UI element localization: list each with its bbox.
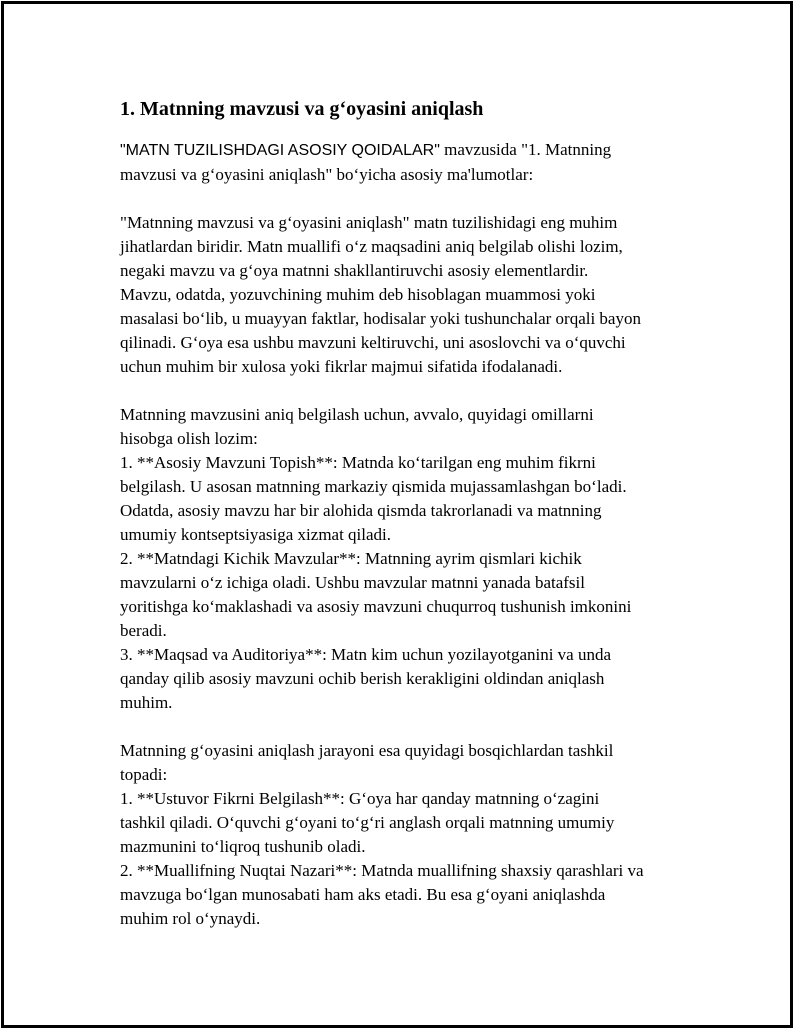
list-item-line: mavzularni o‘z ichiga oladi. Ushbu mavzular matnni yanada batafsil xyxy=(120,573,585,592)
text-line: qilinadi. G‘oya esa ushbu mavzuni keltiruvchi, uni asoslovchi va o‘quvchi xyxy=(120,333,626,352)
paragraph-1 xyxy=(120,211,700,379)
paragraph-gap xyxy=(120,379,700,403)
document-content xyxy=(120,96,700,931)
list-item-line: Odatda, asosiy mavzu har bir alohida qismda takrorlanadi va matnning xyxy=(120,501,602,520)
text-line: Matnning mavzusini aniq belgilash uchun, avvalo, quyidagi omillarni xyxy=(120,405,594,424)
topic-title-quote: "MATN TUZILISHDAGI ASOSIY QOIDALAR" xyxy=(120,142,440,159)
intro-line xyxy=(120,138,700,163)
document-page xyxy=(1,1,793,1028)
text-line: hisobga olish lozim: xyxy=(120,429,258,448)
text-line: jihatlardan biridir. Matn muallifi o‘z maqsadini aniq belgilab olishi lozim, xyxy=(120,237,623,256)
list-item-line: belgilash. U asosan matnning markaziy qismida mujassamlashgan bo‘ladi. xyxy=(120,477,627,496)
paragraph-gap xyxy=(120,715,700,739)
list-item-line: tashkil qiladi. O‘quvchi g‘oyani to‘g‘ri anglash orqali matnning umumiy xyxy=(120,813,615,832)
list-item-line: 2. **Muallifning Nuqtai Nazari**: Matnda muallifning shaxsiy qarashlari va xyxy=(120,861,644,880)
list-item-line: muhim. xyxy=(120,693,173,712)
list-item-line: 3. **Maqsad va Auditoriya**: Matn kim uchun yozilayotganini va unda xyxy=(120,645,612,664)
text-line: masalasi bo‘lib, u muayyan faktlar, hodisalar yoki tushunchalar orqali bayon xyxy=(120,309,641,328)
text-line: "Matnning mavzusi va g‘oyasini aniqlash" matn tuzilishidagi eng muhim xyxy=(120,213,618,232)
list-item-line: beradi. xyxy=(120,621,167,640)
text-line: negaki mavzu va g‘oya matnni shakllantiruvchi asosiy elementlardir. xyxy=(120,261,589,280)
paragraph-2 xyxy=(120,403,700,715)
text-line: Matnning g‘oyasini aniqlash jarayoni esa quyidagi bosqichlardan tashkil xyxy=(120,741,614,760)
list-item-line: umumiy kontseptsiyasiga xizmat qiladi. xyxy=(120,525,392,544)
intro-line-rest: mavzusida "1. Matnning xyxy=(439,140,612,159)
list-item-line: mazmunini to‘liqroq tushunib oladi. xyxy=(120,837,366,856)
section-heading: 1. Matnning mavzusi va g‘oyasini aniqlash xyxy=(120,98,484,120)
paragraph-3 xyxy=(120,739,700,931)
text-line: topadi: xyxy=(120,765,168,784)
paragraph-gap xyxy=(120,187,700,211)
list-item-line: 1. **Asosiy Mavzuni Topish**: Matnda ko‘tarilgan eng muhim fikrni xyxy=(120,453,596,472)
list-item-line: yoritishga ko‘maklashadi va asosiy mavzuni chuqurroq tushunish imkonini xyxy=(120,597,632,616)
list-item-line: 2. **Matndagi Kichik Mavzular**: Matnning ayrim qismlari kichik xyxy=(120,549,582,568)
list-item-line: mavzuga bo‘lgan munosabati ham aks etadi. Bu esa g‘oyani aniqlashda xyxy=(120,885,606,904)
text-line: uchun muhim bir xulosa yoki fikrlar majmui sifatida ifodalanadi. xyxy=(120,357,563,376)
list-item-line: 1. **Ustuvor Fikrni Belgilash**: G‘oya har qanday matnning o‘zagini xyxy=(120,789,600,808)
text-line: Mavzu, odatda, yozuvchining muhim deb hisoblagan muammosi yoki xyxy=(120,285,596,304)
intro-line: mavzusi va g‘oyasini aniqlash" bo‘yicha asosiy ma'lumotlar: xyxy=(120,165,534,184)
list-item-line: qanday qilib asosiy mavzuni ochib berish kerakligini oldindan aniqlash xyxy=(120,669,605,688)
list-item-line: muhim rol o‘ynaydi. xyxy=(120,909,261,928)
